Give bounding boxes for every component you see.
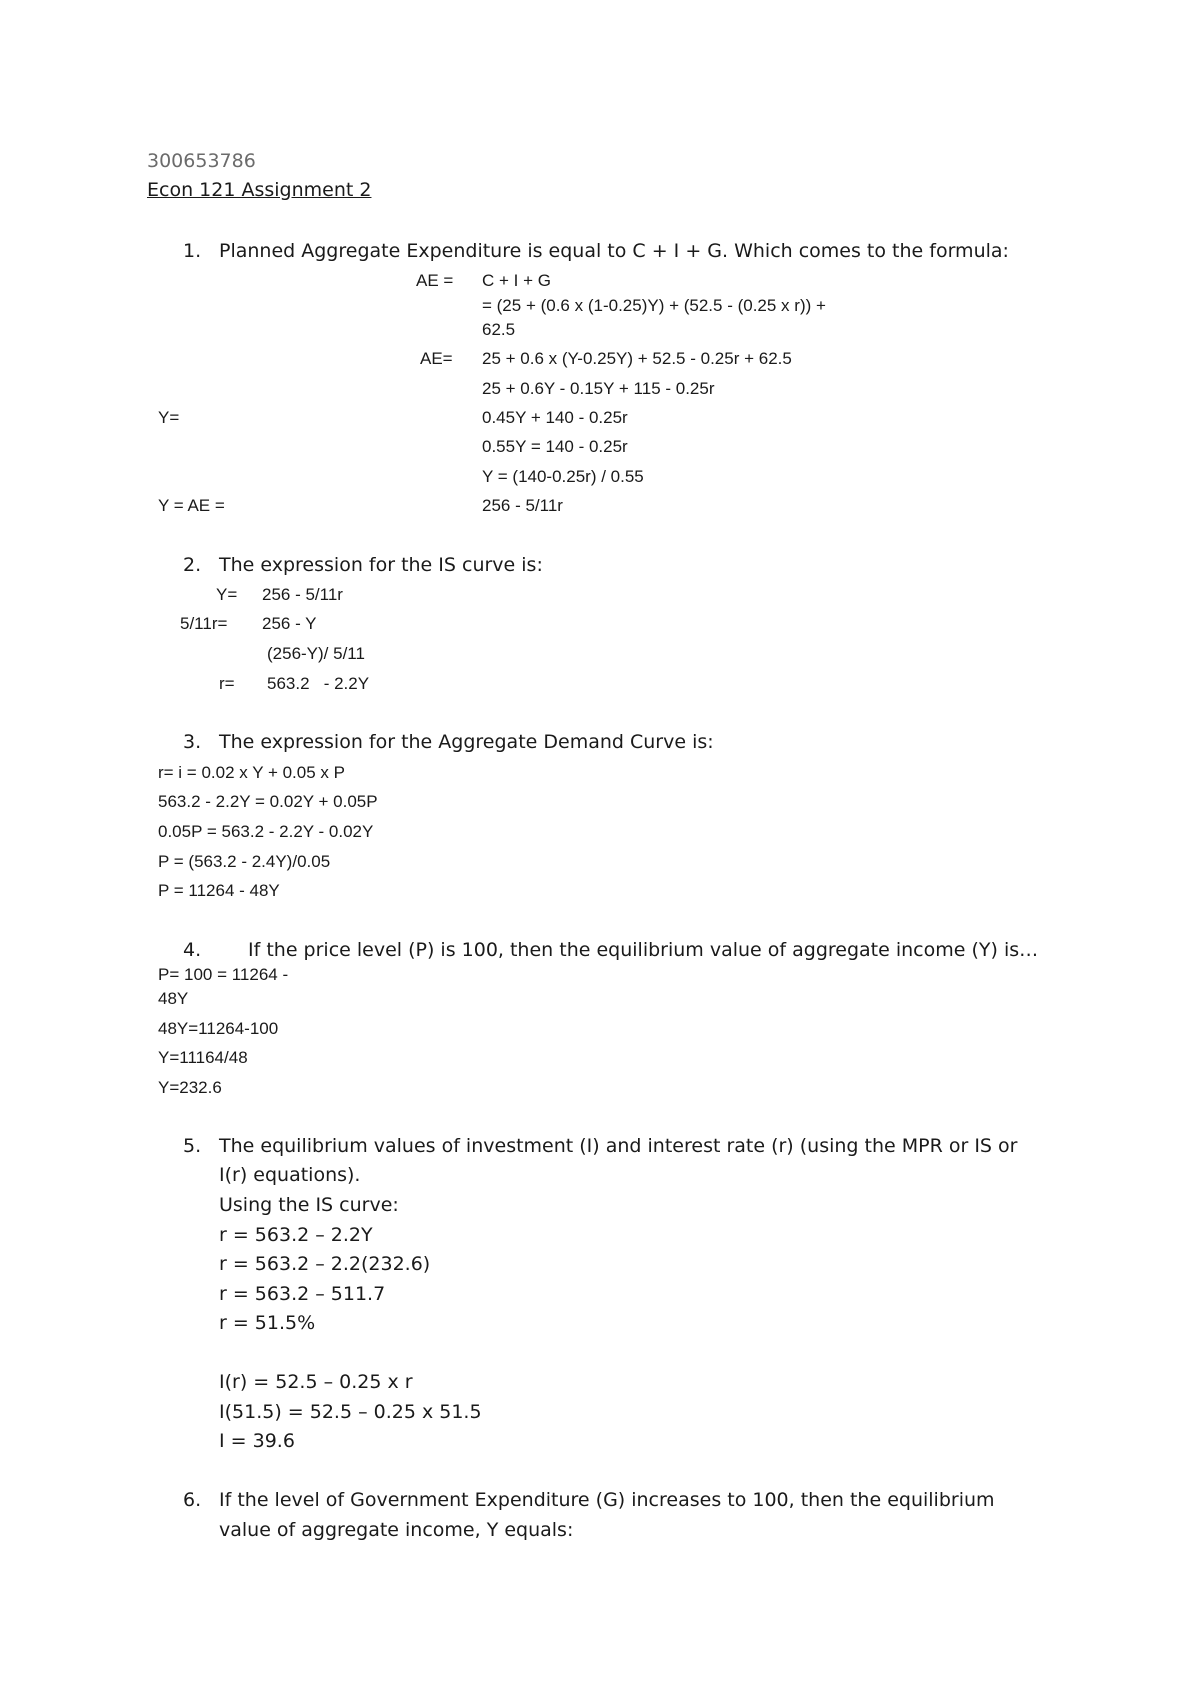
q5-line: I(r) = 52.5 – 0.25 x r	[219, 1371, 413, 1393]
q1-row-right: 62.5	[482, 320, 516, 339]
q1-row-left: AE =	[416, 271, 454, 290]
q3-line: P = (563.2 - 2.4Y)/0.05	[158, 852, 331, 871]
q1-row-right: 25 + 0.6 x (Y-0.25Y) + 52.5 - 0.25r + 62.5	[482, 349, 792, 368]
q2-question: The expression for the IS curve is:	[219, 554, 543, 576]
q2-row-left: r=	[219, 674, 235, 693]
q3-question: The expression for the Aggregate Demand Curve is:	[219, 731, 714, 753]
q3-line: 563.2 - 2.2Y = 0.02Y + 0.05P	[158, 792, 378, 811]
q5-line: r = 563.2 – 2.2Y	[219, 1224, 373, 1246]
q6-question-line2: value of aggregate income, Y equals:	[219, 1519, 574, 1541]
q1-row-left: Y=	[158, 408, 180, 427]
q2-row-right: 256 - 5/11r	[262, 585, 343, 604]
q5-line: r = 563.2 – 511.7	[219, 1283, 386, 1305]
q5-number: 5.	[183, 1135, 202, 1157]
q1-row-right: = (25 + (0.6 x (1-0.25)Y) + (52.5 - (0.25 x r)) +	[482, 296, 826, 315]
q2-row-left: Y=	[216, 585, 238, 604]
q1-row-right: 0.45Y + 140 - 0.25r	[482, 408, 628, 427]
q3-line: P = 11264 - 48Y	[158, 881, 280, 900]
student-id: 300653786	[147, 150, 256, 172]
q4-line: 48Y=11264-100	[158, 1019, 279, 1038]
q1-number: 1.	[183, 240, 202, 262]
q1-row-right: Y = (140-0.25r) / 0.55	[482, 467, 644, 486]
q5-line: I = 39.6	[219, 1430, 295, 1452]
document-title: Econ 121 Assignment 2	[147, 179, 372, 201]
q5-line: r = 563.2 – 2.2(232.6)	[219, 1253, 431, 1275]
q3-line: 0.05P = 563.2 - 2.2Y - 0.02Y	[158, 822, 374, 841]
q4-line: P= 100 = 11264 -	[158, 965, 289, 984]
q1-question: Planned Aggregate Expenditure is equal to C + I + G. Which comes to the formula:	[219, 240, 1009, 262]
q2-row-right: 563.2 - 2.2Y	[267, 674, 370, 693]
q4-question: If the price level (P) is 100, then the equilibrium value of aggregate income (Y) is…	[248, 939, 1039, 961]
q4-line: 48Y	[158, 989, 189, 1008]
q6-number: 6.	[183, 1489, 202, 1511]
q6-question-line1: If the level of Government Expenditure (G) increases to 100, then the equilibrium	[219, 1489, 995, 1511]
q1-row-right: 25 + 0.6Y - 0.15Y + 115 - 0.25r	[482, 379, 715, 398]
q3-number: 3.	[183, 731, 202, 753]
q2-row-right: 256 - Y	[262, 614, 317, 633]
q1-row-right: 0.55Y = 140 - 0.25r	[482, 437, 628, 456]
q1-row-left: AE=	[420, 349, 453, 368]
q1-row-right: 256 - 5/11r	[482, 496, 563, 515]
q2-row-left: 5/11r=	[180, 614, 228, 633]
q3-line: r= i = 0.02 x Y + 0.05 x P	[158, 763, 345, 782]
q2-row-right: (256-Y)/ 5/11	[267, 644, 365, 663]
q5-line: Using the IS curve:	[219, 1194, 399, 1216]
q2-number: 2.	[183, 554, 202, 576]
q4-line: Y=232.6	[158, 1078, 222, 1097]
q5-question-line2: I(r) equations).	[219, 1164, 361, 1186]
q5-line: I(51.5) = 52.5 – 0.25 x 51.5	[219, 1401, 482, 1423]
q4-number: 4.	[183, 939, 202, 961]
q1-row-right: C + I + G	[482, 271, 551, 290]
q5-question-line1: The equilibrium values of investment (I) and interest rate (r) (using the MPR or IS or	[219, 1135, 1018, 1157]
q1-row-left: Y = AE =	[158, 496, 225, 515]
q5-line: r = 51.5%	[219, 1312, 316, 1334]
q4-line: Y=11164/48	[158, 1048, 248, 1067]
